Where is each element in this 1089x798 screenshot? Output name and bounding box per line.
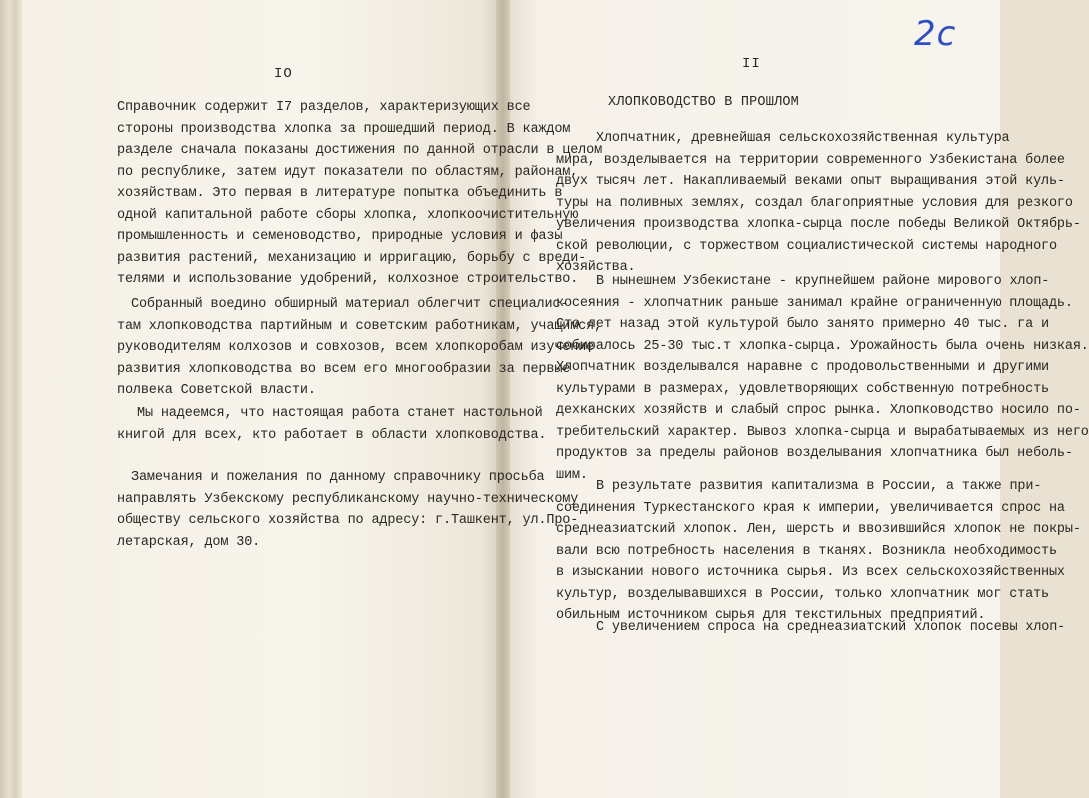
text-line: развития хлопководства во всем его многообразии за первые xyxy=(117,361,571,377)
right-paragraph-1 xyxy=(556,128,1081,279)
text-line: косеяния - хлопчатник раньше занимал крайне ограниченную площадь. xyxy=(556,295,1073,311)
left-paragraph-2 xyxy=(117,294,602,402)
text-line: промышленность и семеноводство, природные условия и фазы xyxy=(117,229,563,244)
text-line: увеличения производства хлопка-сырца после победы Великой Октябрь- xyxy=(556,217,1081,232)
right-paragraph-3 xyxy=(556,476,1081,627)
text-line: В нынешнем Узбекистане - крупнейшем районе мирового хлоп- xyxy=(596,274,1050,289)
text-line: развития растений, механизацию и ирригацию, борьбу с вреди- xyxy=(117,250,587,266)
left-paragraph-4 xyxy=(117,467,578,553)
text-line: разделе сначала показаны достижения по данной отрасли в целом xyxy=(117,143,603,158)
right-page-number: II xyxy=(742,56,761,72)
text-line: вали всю потребность населения в тканях. Возникла необходимость xyxy=(556,543,1057,559)
text-line: В результате развития капитализма в России, а также при- xyxy=(596,479,1042,494)
right-paragraph-2 xyxy=(556,271,1089,486)
text-line: среднеазиатский хлопок. Лен, шерсть и ввозившийся хлопок не покры- xyxy=(556,522,1081,537)
text-line: Мы надеемся, что настоящая работа станет настольной xyxy=(137,406,543,421)
text-line: Замечания и пожелания по данному справочнику просьба xyxy=(131,470,545,485)
previous-pages-edge xyxy=(0,0,22,798)
text-line: соединения Туркестанского края к империи, увеличивается спрос на xyxy=(556,500,1065,516)
text-line: там хлопководства партийным и советским работникам, учащимся, xyxy=(117,318,603,334)
text-line: книгой для всех, кто работает в области хлопководства. xyxy=(117,427,547,443)
text-line: Хлопчатник возделывался наравне с продовольственными и другими xyxy=(556,360,1049,375)
text-line: Сто лет назад этой культурой было занято примерно 40 тыс. га и xyxy=(556,317,1049,332)
text-line: ской революции, с торжеством социалистической системы народного xyxy=(556,238,1057,254)
text-line: руководителям колхозов и совхозов, всем хлопкоробам изучение xyxy=(117,340,595,355)
text-line: собиралось 25-30 тыс.т хлопка-сырца. Урожайность была очень низкая. xyxy=(556,338,1089,354)
text-line: одной капитальной работе сборы хлопка, хлопкоочистительную xyxy=(117,207,579,223)
text-line: летарская, дом 30. xyxy=(117,534,261,550)
text-line: шим. xyxy=(556,467,588,483)
left-paragraph-1 xyxy=(117,97,602,291)
text-line: по республике, затем идут показатели по областям, районам, xyxy=(117,164,579,180)
text-line: Хлопчатник, древнейшая сельскохозяйственная культура xyxy=(596,131,1010,146)
text-line: телями и использование удобрений, колхозное строительство. xyxy=(117,272,579,287)
text-line: Справочник содержит I7 разделов, характеризующих все xyxy=(117,100,531,115)
text-line: туры на поливных землях, создал благоприятные условия для резкого xyxy=(556,195,1073,211)
text-line: продуктов за пределы районов возделывания хлопчатника был неболь- xyxy=(556,446,1073,461)
text-line: полвека Советской власти. xyxy=(117,383,316,398)
text-line: дехканских хозяйств и слабый спрос рынка. Хлопководство носило по- xyxy=(556,403,1081,418)
text-line: культур, возделывавшихся в России, только хлопчатник мог стать xyxy=(556,586,1049,602)
text-line: мира, возделывается на территории современного Узбекистана более xyxy=(556,152,1065,168)
text-line: стороны производства хлопка за прошедший период. В каждом xyxy=(117,121,571,137)
text-line: обществу сельского хозяйства по адресу: г.Ташкент, ул.Про- xyxy=(117,513,579,528)
text-line: требительский характер. Вывоз хлопка-сырца и вырабатываемых из него xyxy=(556,424,1089,440)
left-paragraph-3 xyxy=(117,403,546,446)
right-paragraph-4: С увеличением спроса на среднеазиатский хлопок посевы хлоп- xyxy=(596,620,1066,635)
handwritten-page-mark: 2с xyxy=(914,14,957,54)
text-line: хозяйствам. Это первая в литературе попытка объединить в xyxy=(117,186,563,201)
text-line: хозяйства. xyxy=(556,260,636,275)
text-line: культурами в размерах, удовлетворяющих собственную потребность xyxy=(556,381,1049,397)
text-line: двух тысяч лет. Накапливаемый веками опыт выращивания этой куль- xyxy=(556,174,1065,189)
text-line: в изыскании нового источника сырья. Из всех сельскохозяйственных xyxy=(556,565,1065,580)
text-line: направлять Узбекскому республиканскому научно-техническому xyxy=(117,491,579,507)
text-line: обильным источником сырья для текстильных предприятий. xyxy=(556,608,986,623)
left-page-number: IO xyxy=(274,66,293,82)
section-heading: ХЛОПКОВОДСТВО В ПРОШЛОМ xyxy=(608,95,799,110)
text-line: Собранный воедино обширный материал облегчит специалис- xyxy=(131,297,569,312)
